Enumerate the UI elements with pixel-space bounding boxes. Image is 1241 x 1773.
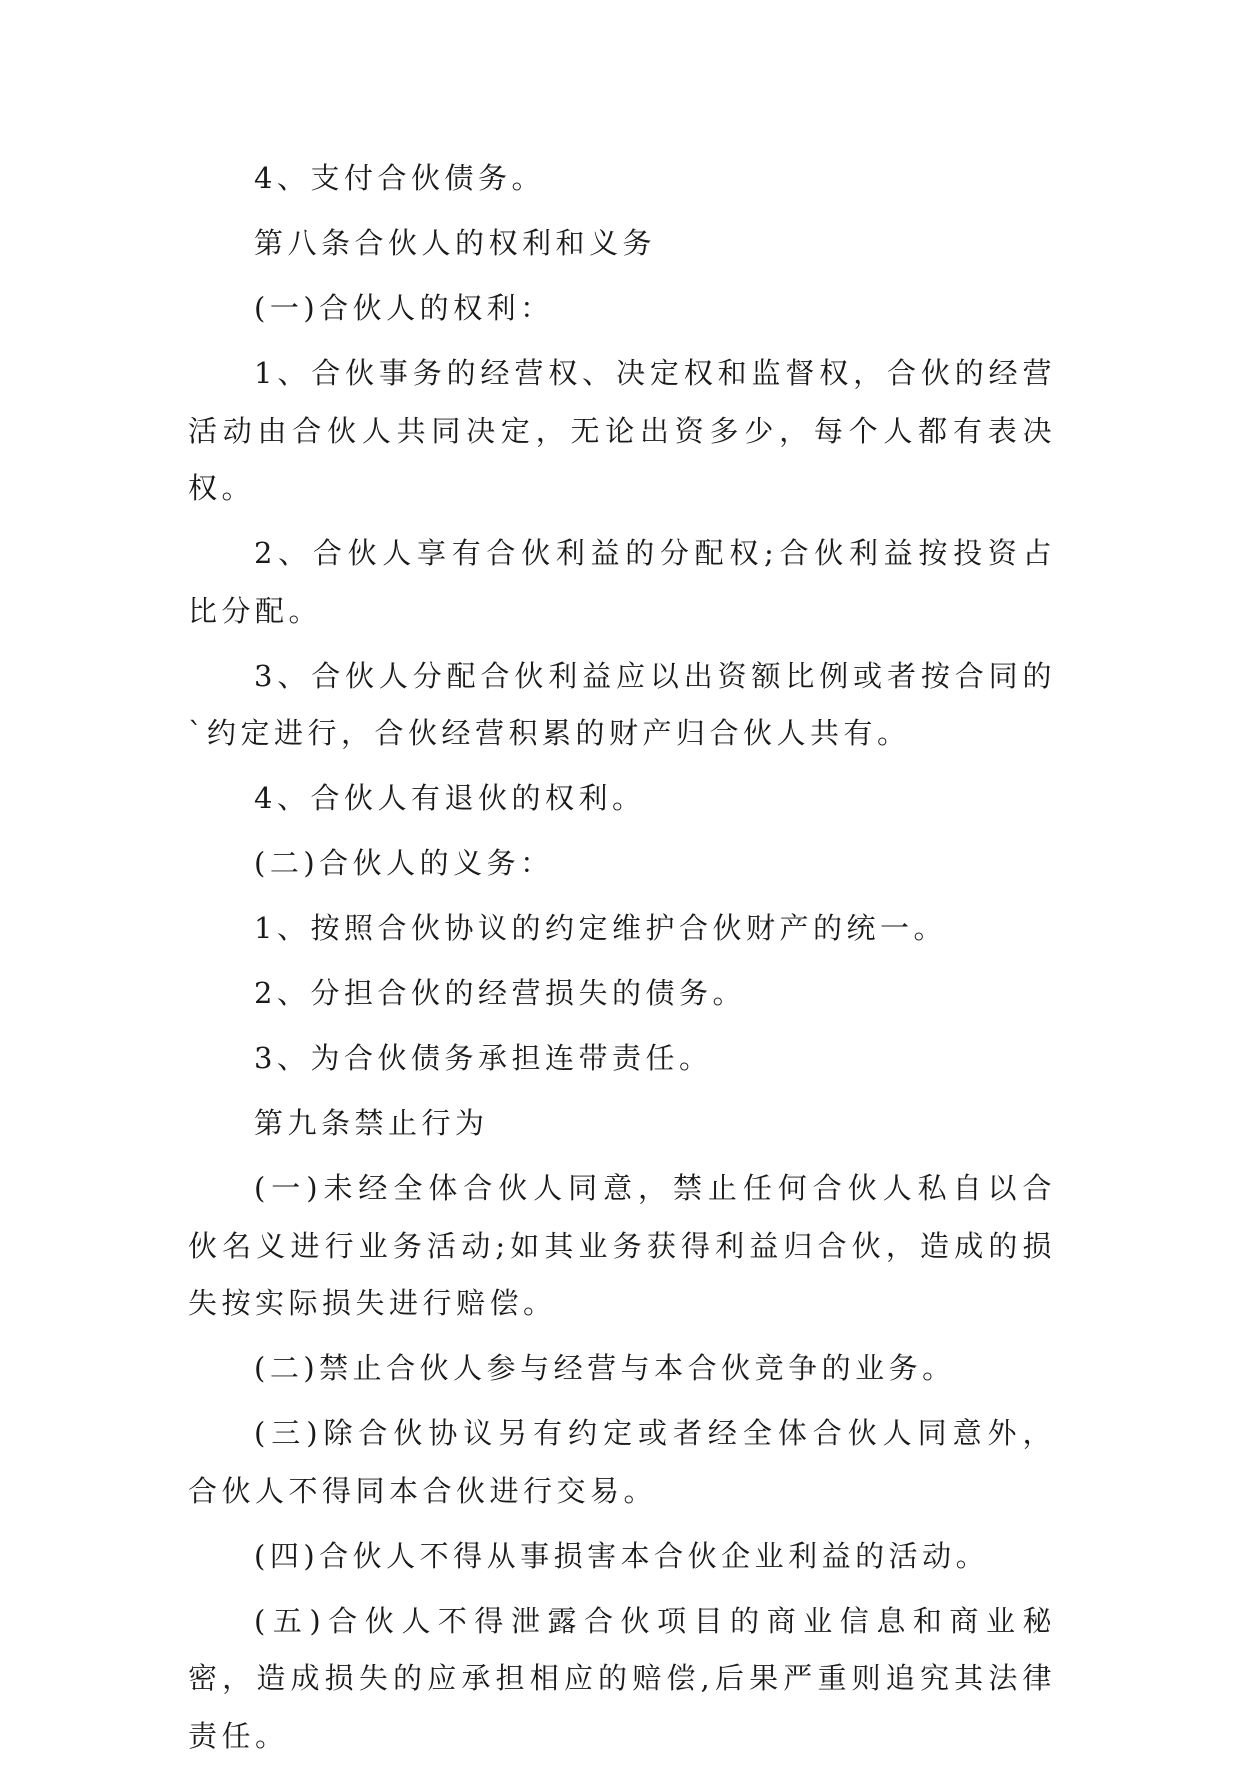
paragraph: 1、按照合伙协议的约定维护合伙财产的统一。 xyxy=(254,911,947,945)
document-body xyxy=(188,150,1056,1773)
paragraph: (一)未经全体合伙人同意，禁止任何合伙人私自以合伙名义进行业务活动;如其业务获得利益归合伙，造成的损失按实际损失进行赔偿。 xyxy=(188,1171,1056,1320)
paragraph: 1、合伙事务的经营权、决定权和监督权，合伙的经营活动由合伙人共同决定，无论出资多少，每个人都有表决权。 xyxy=(188,356,1056,505)
paragraph: 3、为合伙债务承担连带责任。 xyxy=(254,1041,713,1075)
paragraph: (三)除合伙协议另有约定或者经全体合伙人同意外，合伙人不得同本合伙进行交易。 xyxy=(188,1416,1056,1508)
paragraph: 4、合伙人有退伙的权利。 xyxy=(254,781,646,815)
section-heading: 第九条禁止行为 xyxy=(254,1106,489,1140)
paragraph: 4、支付合伙债务。 xyxy=(254,161,545,195)
paragraph: 2、合伙人享有合伙利益的分配权;合伙利益按投资占比分配。 xyxy=(188,536,1056,628)
subsection-heading: (一)合伙人的权利： xyxy=(254,291,554,325)
paragraph: 2、分担合伙的经营损失的债务。 xyxy=(254,976,746,1010)
subsection-heading: (二)合伙人的义务： xyxy=(254,846,554,880)
paragraph: (五)合伙人不得泄露合伙项目的商业信息和商业秘密，造成损失的应承担相应的赔偿,后果严重则追究其法律责任。 xyxy=(188,1603,1056,1753)
section-heading: 第八条合伙人的权利和义务 xyxy=(254,226,657,260)
paragraph: (二)禁止合伙人参与经营与本合伙竞争的业务。 xyxy=(254,1351,956,1385)
paragraph: (四)合伙人不得从事损害本合伙企业利益的活动。 xyxy=(254,1538,990,1573)
paragraph: 3、合伙人分配合伙利益应以出资额比例或者按合同的`约定进行，合伙经营积累的财产归合伙人共有。 xyxy=(188,658,1056,750)
